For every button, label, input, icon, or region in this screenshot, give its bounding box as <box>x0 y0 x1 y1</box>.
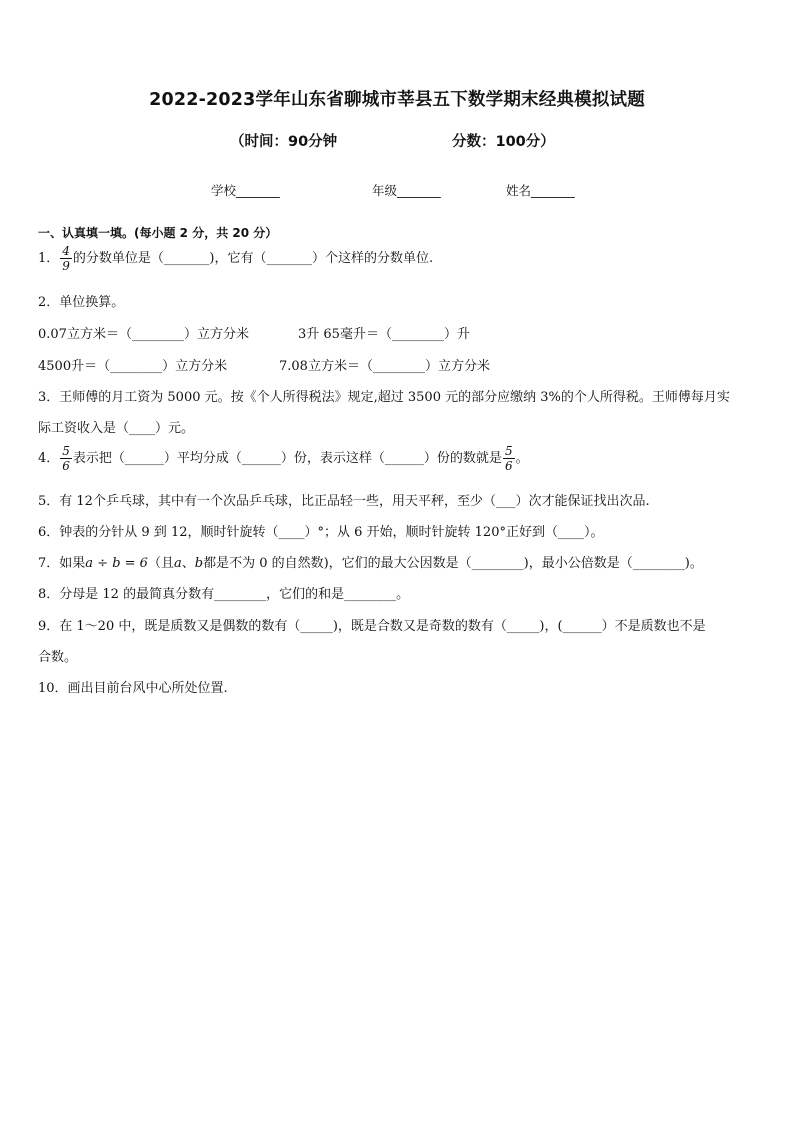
variable-a: a <box>173 556 182 571</box>
question-8: 8．分母是 12 的最简真分数有________，它们的和是________。 <box>38 587 410 602</box>
variable-b: b <box>194 556 204 571</box>
question-7-pre: 7．如果 <box>38 556 86 571</box>
school-blank: _______ <box>236 183 280 198</box>
question-2-item-c: 4500升＝（________）立方分米 <box>38 359 228 374</box>
fraction-numerator: 5 <box>504 444 513 458</box>
fraction-denominator: 6 <box>504 459 513 473</box>
fraction-5-6 <box>60 445 72 472</box>
question-3-line-1: 3．王师傅的月工资为 5000 元。按《个人所得税法》规定,超过 3500 元的部分应缴纳 3%的个人所得税。王师傅每月实 <box>38 390 730 405</box>
grade-field <box>372 181 441 199</box>
question-6: 6．钟表的分针从 9 到 12，顺时针旋转（____）°；从 6 开始，顺时针旋转 120°正好到（____）。 <box>38 525 604 540</box>
grade-blank: _______ <box>397 183 441 198</box>
question-9-line-2: 合数。 <box>38 650 78 665</box>
section-heading: 一、认真填一填。(每小题 2 分，共 20 分） <box>38 226 278 240</box>
question-3-line-2: 际工资收入是（____）元。 <box>38 421 195 436</box>
fraction-denominator: 6 <box>62 459 70 473</box>
question-5: 5．有 12个乒乓球，其中有一个次品乒乓球，比正品轻一些，用天平秤，至少（___）次才能保证找出次品. <box>38 494 650 509</box>
question-1-number: 1． <box>38 251 60 266</box>
fraction-4-9 <box>60 245 72 272</box>
grade-label: 年级 <box>372 183 398 198</box>
question-10: 10．画出目前台风中心所处位置. <box>38 681 228 696</box>
school-label: 学校 <box>211 183 237 198</box>
score-label: 分数：100分） <box>452 134 555 150</box>
question-7 <box>38 552 703 571</box>
question-1-text: 的分数单位是（_______)，它有（_______）个这样的分数单位. <box>72 251 434 266</box>
name-label: 姓名 <box>506 183 532 198</box>
fraction-5-6-answer <box>503 445 515 472</box>
time-label: （时间：90分钟 <box>230 134 338 150</box>
fraction-numerator: 4 <box>62 244 70 258</box>
name-field <box>506 181 575 199</box>
name-blank: _______ <box>531 183 575 198</box>
question-2-item-d: 7.08立方米＝（________）立方分米 <box>279 359 490 374</box>
question-4-end: 。 <box>515 451 529 466</box>
question-4-number: 4． <box>38 451 60 466</box>
fraction-denominator: 9 <box>62 259 70 273</box>
school-field <box>211 181 280 199</box>
question-7-post: 都是不为 0 的自然数)，它们的最大公因数是（________)，最小公倍数是（________)。 <box>203 556 703 571</box>
question-9-line-1: 9．在 1～20 中，既是质数又是偶数的数有（_____)，既是合数又是奇数的数有（_____)，(______）不是质数也不是 <box>38 619 706 634</box>
question-2-item-b: 3升 65毫升＝（________）升 <box>298 327 470 342</box>
question-4 <box>38 445 529 472</box>
page-title: 2022-2023学年山东省聊城市莘县五下数学期末经典模拟试题 <box>149 90 645 110</box>
question-7-expression: a ÷ b = 6 <box>85 556 148 571</box>
question-2-item-a: 0.07立方米＝（________）立方分米 <box>38 327 249 342</box>
question-2-heading: 2．单位换算。 <box>38 295 125 310</box>
question-4-text: 表示把（______）平均分成（______）份，表示这样（______）份的数就是 <box>72 451 502 466</box>
question-1 <box>38 245 433 272</box>
question-7-sep: 、 <box>181 556 195 571</box>
fraction-numerator: 5 <box>62 444 70 458</box>
question-7-mid: （且 <box>147 556 174 571</box>
